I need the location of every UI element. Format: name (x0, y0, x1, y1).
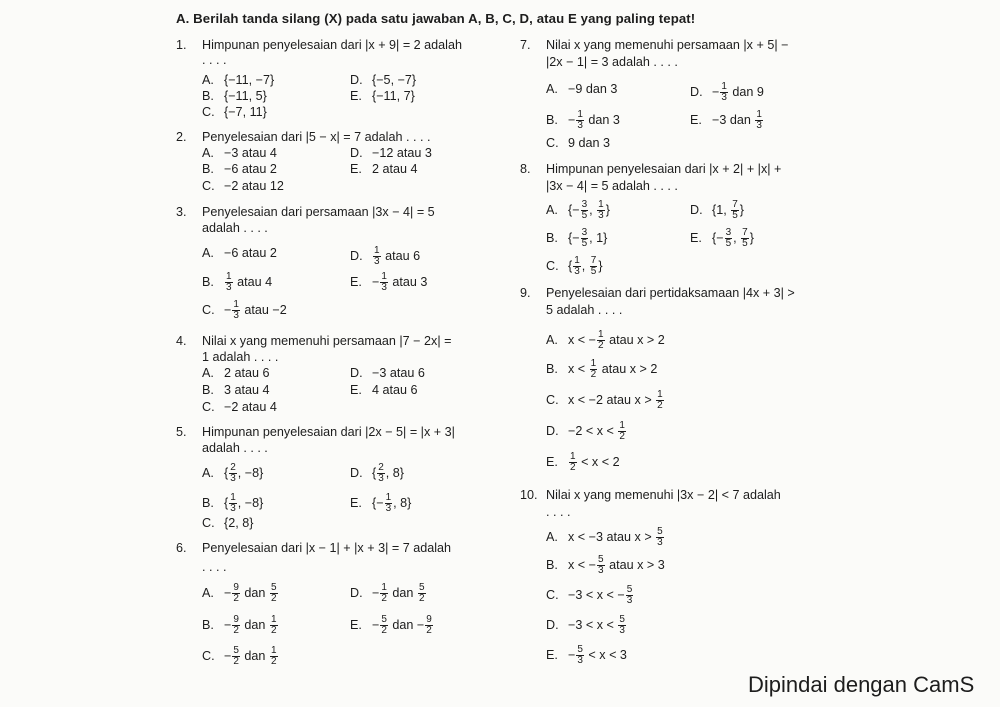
question-text: Himpunan penyelesaian dari |x + 9| = 2 adalah (202, 38, 462, 52)
option-d[interactable]: D. −3 < x < $\frac{5}{3}$ (546, 614, 625, 636)
option-d[interactable]: D. − $\frac{1}{3}$ dan 9 (690, 81, 764, 103)
option-a[interactable]: A. −3 atau 4 (202, 146, 277, 160)
question-7: 7. Nilai x yang memenuhi persamaan |x + 5| − (520, 38, 789, 52)
option-b[interactable]: B. 3 atau 4 (202, 383, 270, 397)
option-d[interactable]: D. −2 < x < $\frac{1}{2}$ (546, 420, 625, 442)
option-b[interactable]: B. − $\frac{9}{2}$ dan $\frac{1}{2}$ (202, 614, 277, 636)
option-b[interactable]: B. x < − $\frac{5}{3}$ atau x > 3 (546, 554, 665, 576)
section-title: A. Berilah tanda silang (X) pada satu jawaban A, B, C, D, atau E yang paling tepat! (176, 11, 696, 26)
question-text-cont: 5 adalah . . . . (546, 303, 623, 317)
option-e[interactable]: E. {− $\frac{3}{5}$ , $\frac{7}{5}$ } (690, 227, 754, 249)
option-a[interactable]: A. −9 dan 3 (546, 82, 618, 96)
option-a[interactable]: A. x < −3 atau x > $\frac{5}{3}$ (546, 526, 663, 548)
question-number: 1. (176, 38, 187, 52)
option-e[interactable]: E. −3 dan $\frac{1}{3}$ (690, 109, 762, 131)
question-text-cont: |2x − 1| = 3 adalah . . . . (546, 55, 678, 69)
option-d[interactable]: D. { $\frac{2}{3}$ , 8} (350, 462, 404, 484)
option-a[interactable]: A. {− $\frac{3}{5}$ , $\frac{1}{3}$ } (546, 199, 610, 221)
option-c[interactable]: C. x < −2 atau x > $\frac{1}{2}$ (546, 389, 663, 411)
question-9: 9. Penyelesaian dari pertidaksamaan |4x + 3| > (520, 286, 795, 300)
option-b[interactable]: B. { $\frac{1}{3}$ , −8} (202, 492, 264, 514)
option-e[interactable]: E. 4 atau 6 (350, 383, 418, 397)
option-e[interactable]: E. − $\frac{1}{3}$ atau 3 (350, 271, 428, 293)
option-c[interactable]: C. − $\frac{1}{3}$ atau −2 (202, 299, 287, 321)
question-2: 2. Penyelesaian dari |5 − x| = 7 adalah . . . . (176, 130, 431, 144)
question-text-cont: . . . . (202, 53, 227, 67)
option-b[interactable]: B. − $\frac{1}{3}$ dan 3 (546, 109, 620, 131)
option-c[interactable]: C. {2, 8} (202, 516, 254, 530)
option-d[interactable]: D. −3 atau 6 (350, 366, 425, 380)
question-8: 8. Himpunan penyelesaian dari |x + 2| + |x| + (520, 162, 782, 176)
question-text-cont: . . . . (546, 505, 571, 519)
option-e[interactable]: E. {− $\frac{1}{3}$ , 8} (350, 492, 412, 514)
question-text-cont: |3x − 4| = 5 adalah . . . . (546, 179, 678, 193)
option-d[interactable]: D. $\frac{1}{3}$ atau 6 (350, 245, 421, 267)
option-c[interactable]: C. 9 dan 3 (546, 136, 611, 150)
question-10: 10. Nilai x yang memenuhi |3x − 2| < 7 adalah (520, 488, 781, 502)
question-4: 4. Nilai x yang memenuhi persamaan |7 − 2x| = (176, 334, 452, 348)
option-c[interactable]: C. −3 < x < − $\frac{5}{3}$ (546, 584, 633, 606)
option-a[interactable]: A. −6 atau 2 (202, 246, 277, 260)
option-d[interactable]: D. − $\frac{1}{2}$ dan $\frac{5}{2}$ (350, 582, 425, 604)
question-3: 3. Penyelesaian dari persamaan |3x − 4| = 5 (176, 205, 435, 219)
question-text-cont: adalah . . . . (202, 221, 268, 235)
option-c[interactable]: C. {−7, 11} (202, 105, 267, 119)
option-a[interactable]: A. {−11, −7} (202, 73, 275, 87)
option-a[interactable]: A. − $\frac{9}{2}$ dan $\frac{5}{2}$ (202, 582, 277, 604)
option-a[interactable]: A. x < − $\frac{1}{2}$ atau x > 2 (546, 329, 665, 351)
question-text-cont: 1 adalah . . . . (202, 350, 279, 364)
question-text-cont: adalah . . . . (202, 441, 268, 455)
option-e[interactable]: E. − $\frac{5}{2}$ dan − $\frac{9}{2}$ (350, 614, 432, 636)
option-b[interactable]: B. $\frac{1}{3}$ atau 4 (202, 271, 273, 293)
option-e[interactable]: E. {−11, 7} (350, 89, 415, 103)
question-5: 5. Himpunan penyelesaian dari |2x − 5| = |x + 3| (176, 425, 455, 439)
option-e[interactable]: E. − $\frac{5}{3}$ < x < 3 (546, 644, 627, 666)
option-a[interactable]: A. { $\frac{2}{3}$ , −8} (202, 462, 264, 484)
option-a[interactable]: A. 2 atau 6 (202, 366, 270, 380)
option-e[interactable]: E. 2 atau 4 (350, 162, 418, 176)
option-b[interactable]: B. {−11, 5} (202, 89, 267, 103)
option-c[interactable]: C. −2 atau 4 (202, 400, 277, 414)
option-e[interactable]: E. $\frac{1}{2}$ < x < 2 (546, 451, 620, 473)
scanner-watermark: Dipindai dengan CamS (748, 672, 975, 697)
option-d[interactable]: D. {1, $\frac{7}{5}$ } (690, 199, 744, 221)
option-c[interactable]: C. { $\frac{1}{3}$ , $\frac{7}{5}$ } (546, 255, 603, 277)
option-c[interactable]: C. − $\frac{5}{2}$ dan $\frac{1}{2}$ (202, 645, 277, 667)
option-d[interactable]: D. −12 atau 3 (350, 146, 432, 160)
option-c[interactable]: C. −2 atau 12 (202, 179, 284, 193)
option-b[interactable]: B. x < $\frac{1}{2}$ atau x > 2 (546, 358, 658, 380)
question-text-cont: . . . . (202, 560, 227, 574)
question-1 (176, 38, 462, 52)
option-d[interactable]: D. {−5, −7} (350, 73, 417, 87)
option-b[interactable]: B. {− $\frac{3}{5}$ , 1} (546, 227, 608, 249)
question-6: 6. Penyelesaian dari |x − 1| + |x + 3| = 7 adalah (176, 541, 452, 555)
option-b[interactable]: B. −6 atau 2 (202, 162, 277, 176)
